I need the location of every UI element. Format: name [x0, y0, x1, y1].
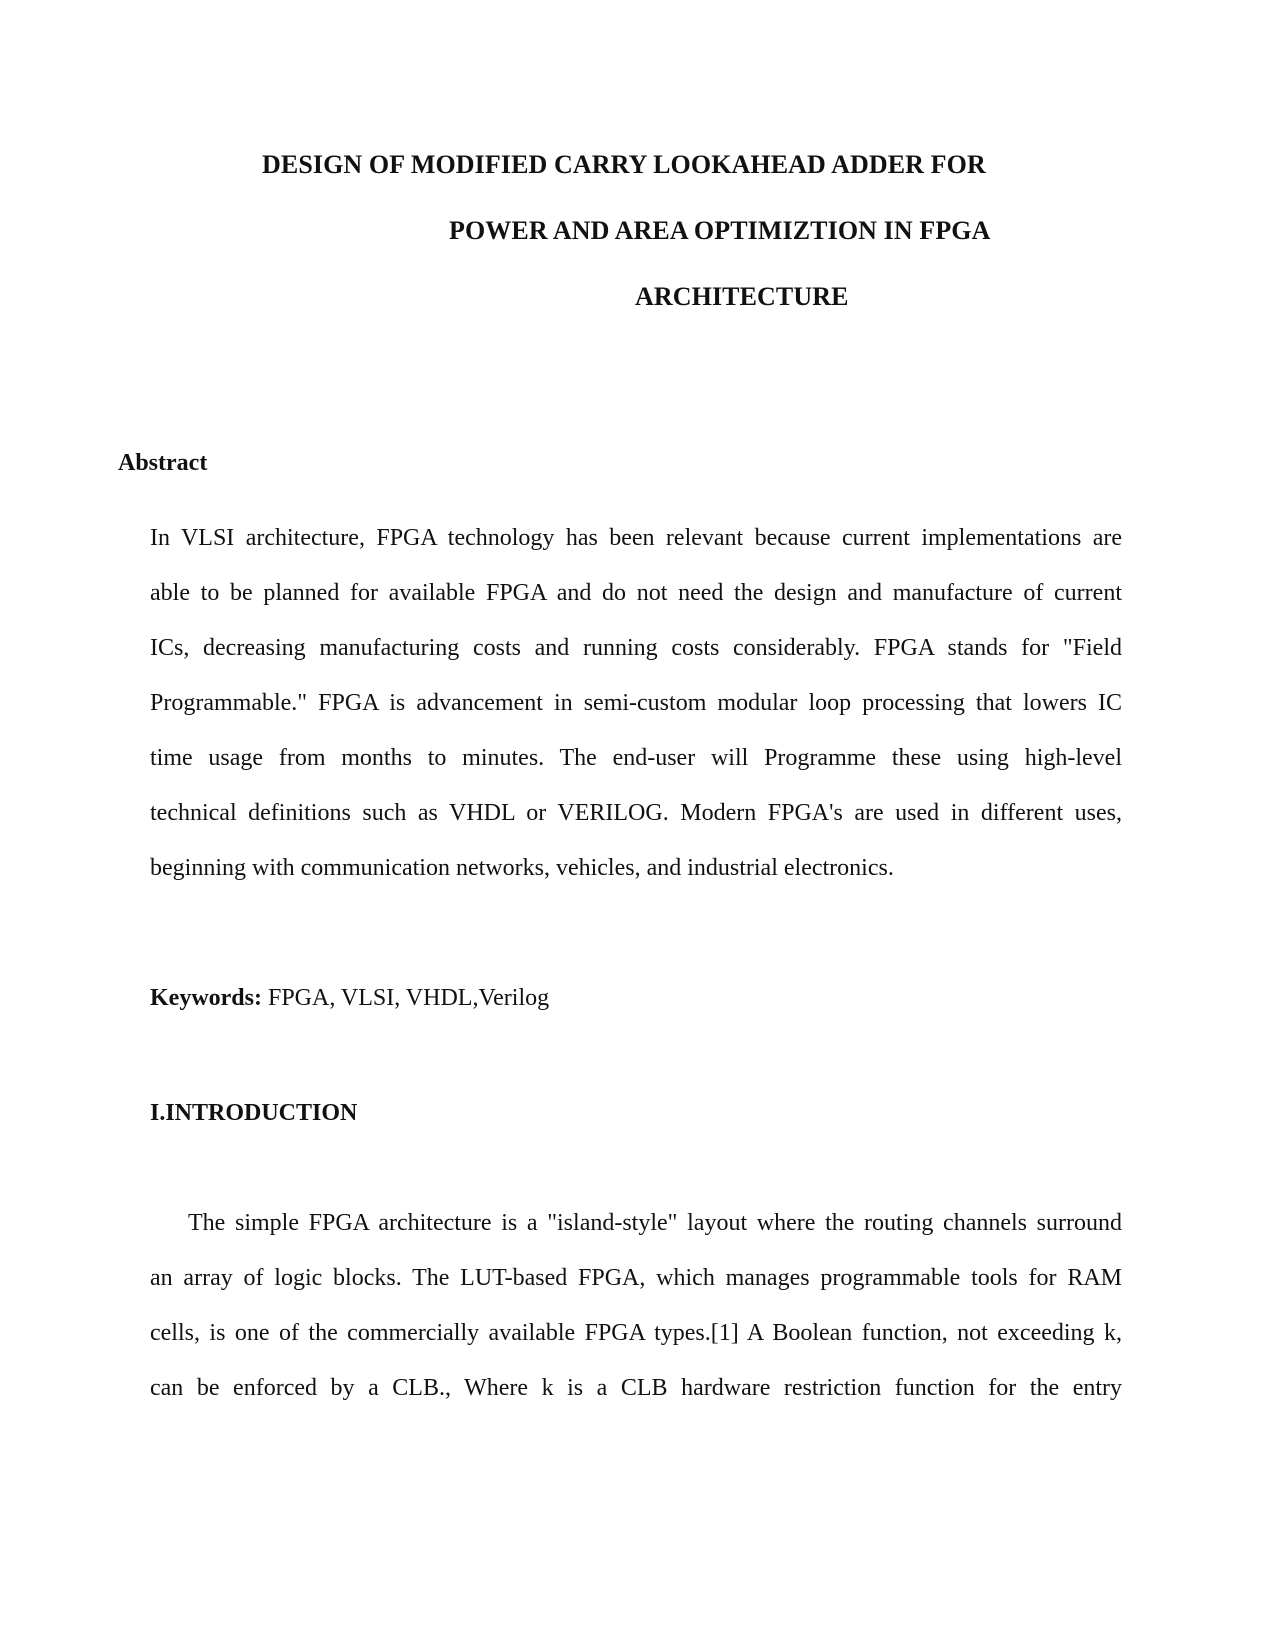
introduction-line: The simple FPGA architecture is a "island-style" layout where the routing channels surround — [188, 1210, 1122, 1236]
abstract-line: technical definitions such as VHDL or VERILOG. Modern FPGA's are used in different uses, — [150, 800, 1122, 826]
title-line-1: DESIGN OF MODIFIED CARRY LOOKAHEAD ADDER FOR — [262, 150, 986, 179]
abstract-line: time usage from months to minutes. The end-user will Programme these using high-level — [150, 745, 1122, 771]
abstract-line: ICs, decreasing manufacturing costs and running costs considerably. FPGA stands for "Field — [150, 635, 1122, 661]
keywords-label: Keywords: — [150, 985, 262, 1011]
title-line-2: POWER AND AREA OPTIMIZTION IN FPGA — [449, 216, 991, 245]
abstract-heading: Abstract — [118, 450, 208, 476]
abstract-line: able to be planned for available FPGA and do not need the design and manufacture of current — [150, 580, 1122, 606]
abstract-line: In VLSI architecture, FPGA technology has been relevant because current implementations are — [150, 525, 1122, 551]
keywords-value: FPGA, VLSI, VHDL,Verilog — [261, 985, 550, 1011]
introduction-line: cells, is one of the commercially available FPGA types.[1] A Boolean function, not exceeding k, — [150, 1320, 1122, 1346]
abstract-line: beginning with communication networks, vehicles, and industrial electronics. — [150, 855, 894, 881]
title-line-3: ARCHITECTURE — [635, 282, 849, 311]
abstract-line: Programmable." FPGA is advancement in semi-custom modular loop processing that lowers IC — [150, 690, 1122, 716]
introduction-heading: I.INTRODUCTION — [150, 1100, 358, 1126]
introduction-line: an array of logic blocks. The LUT-based FPGA, which manages programmable tools for RAM — [150, 1265, 1122, 1291]
keywords — [150, 985, 549, 1012]
introduction-line: can be enforced by a CLB., Where k is a CLB hardware restriction function for the entry — [150, 1375, 1122, 1401]
